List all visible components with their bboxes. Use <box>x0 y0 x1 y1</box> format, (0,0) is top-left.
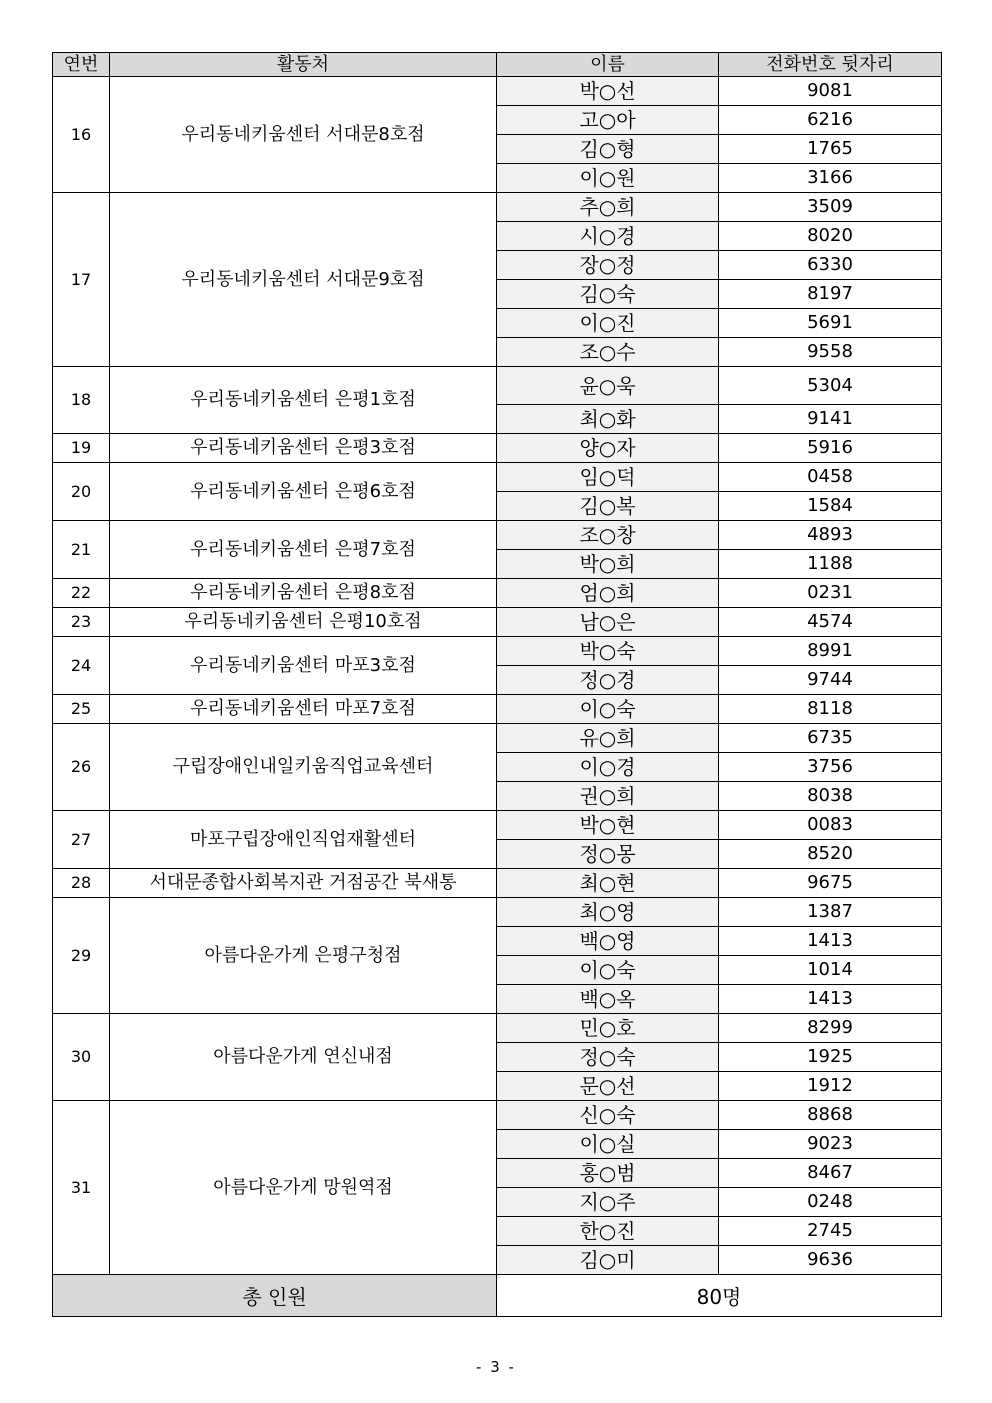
phone-last-digits: 8991 <box>719 637 942 666</box>
person-name: 홍○범 <box>497 1159 719 1188</box>
row-number: 30 <box>53 1014 110 1101</box>
person-name: 백○영 <box>497 927 719 956</box>
person-name: 이○실 <box>497 1130 719 1159</box>
row-number: 29 <box>53 898 110 1014</box>
person-name: 남○은 <box>497 608 719 637</box>
activity-place: 우리동네키움센터 은평1호점 <box>110 367 497 434</box>
header-no: 연번 <box>53 53 110 77</box>
table-row <box>53 193 942 222</box>
phone-last-digits: 9675 <box>719 869 942 898</box>
person-name: 조○창 <box>497 521 719 550</box>
person-name: 이○경 <box>497 753 719 782</box>
phone-last-digits: 3756 <box>719 753 942 782</box>
table-row <box>53 579 942 608</box>
person-name: 이○원 <box>497 164 719 193</box>
table-row <box>53 367 942 405</box>
row-number: 26 <box>53 724 110 811</box>
activity-place: 우리동네키움센터 마포7호점 <box>110 695 497 724</box>
person-name: 최○영 <box>497 898 719 927</box>
phone-last-digits: 9744 <box>719 666 942 695</box>
phone-last-digits: 8467 <box>719 1159 942 1188</box>
phone-last-digits: 0231 <box>719 579 942 608</box>
person-name: 박○선 <box>497 77 719 106</box>
table-row <box>53 1101 942 1130</box>
table-row <box>53 1014 942 1043</box>
row-number: 28 <box>53 869 110 898</box>
row-number: 22 <box>53 579 110 608</box>
table-row <box>53 811 942 840</box>
row-number: 21 <box>53 521 110 579</box>
person-name: 신○숙 <box>497 1101 719 1130</box>
phone-last-digits: 1584 <box>719 492 942 521</box>
activity-place: 우리동네키움센터 은평10호점 <box>110 608 497 637</box>
person-name: 이○진 <box>497 309 719 338</box>
activity-place: 구립장애인내일키움직업교육센터 <box>110 724 497 811</box>
activity-place: 서대문종합사회복지관 거점공간 북새통 <box>110 869 497 898</box>
roster-table <box>52 52 942 1317</box>
person-name: 장○정 <box>497 251 719 280</box>
phone-last-digits: 1925 <box>719 1043 942 1072</box>
total-row <box>53 1275 942 1317</box>
phone-last-digits: 0248 <box>719 1188 942 1217</box>
header-phone: 전화번호 뒷자리 <box>719 53 942 77</box>
person-name: 한○진 <box>497 1217 719 1246</box>
phone-last-digits: 1413 <box>719 985 942 1014</box>
table-row <box>53 724 942 753</box>
phone-last-digits: 8020 <box>719 222 942 251</box>
person-name: 이○숙 <box>497 956 719 985</box>
phone-last-digits: 1387 <box>719 898 942 927</box>
phone-last-digits: 0083 <box>719 811 942 840</box>
phone-last-digits: 6330 <box>719 251 942 280</box>
person-name: 박○숙 <box>497 637 719 666</box>
phone-last-digits: 9558 <box>719 338 942 367</box>
phone-last-digits: 8038 <box>719 782 942 811</box>
person-name: 정○몽 <box>497 840 719 869</box>
person-name: 추○희 <box>497 193 719 222</box>
phone-last-digits: 1413 <box>719 927 942 956</box>
person-name: 최○현 <box>497 869 719 898</box>
person-name: 김○형 <box>497 135 719 164</box>
person-name: 지○주 <box>497 1188 719 1217</box>
activity-place: 마포구립장애인직업재활센터 <box>110 811 497 869</box>
person-name: 박○희 <box>497 550 719 579</box>
table-row <box>53 463 942 492</box>
phone-last-digits: 8197 <box>719 280 942 309</box>
phone-last-digits: 8520 <box>719 840 942 869</box>
person-name: 최○화 <box>497 405 719 434</box>
person-name: 정○경 <box>497 666 719 695</box>
row-number: 24 <box>53 637 110 695</box>
person-name: 유○희 <box>497 724 719 753</box>
table-row <box>53 608 942 637</box>
person-name: 김○복 <box>497 492 719 521</box>
activity-place: 우리동네키움센터 은평8호점 <box>110 579 497 608</box>
row-number: 25 <box>53 695 110 724</box>
activity-place: 우리동네키움센터 서대문9호점 <box>110 193 497 367</box>
person-name: 권○희 <box>497 782 719 811</box>
table-row <box>53 695 942 724</box>
row-number: 31 <box>53 1101 110 1275</box>
row-number: 18 <box>53 367 110 434</box>
table-row <box>53 77 942 106</box>
activity-place: 아름다운가게 연신내점 <box>110 1014 497 1101</box>
table-row <box>53 434 942 463</box>
activity-place: 아름다운가게 은평구청점 <box>110 898 497 1014</box>
person-name: 민○호 <box>497 1014 719 1043</box>
phone-last-digits: 1014 <box>719 956 942 985</box>
row-number: 19 <box>53 434 110 463</box>
volunteer-roster-sheet <box>52 52 941 1317</box>
person-name: 고○아 <box>497 106 719 135</box>
person-name: 엄○희 <box>497 579 719 608</box>
total-label: 총 인원 <box>53 1275 497 1317</box>
person-name: 백○옥 <box>497 985 719 1014</box>
header-place: 활동처 <box>110 53 497 77</box>
person-name: 김○숙 <box>497 280 719 309</box>
person-name: 박○현 <box>497 811 719 840</box>
phone-last-digits: 9081 <box>719 77 942 106</box>
person-name: 시○경 <box>497 222 719 251</box>
table-header-row <box>53 53 942 77</box>
header-name: 이름 <box>497 53 719 77</box>
table-row <box>53 521 942 550</box>
phone-last-digits: 4574 <box>719 608 942 637</box>
person-name: 김○미 <box>497 1246 719 1275</box>
person-name: 양○자 <box>497 434 719 463</box>
activity-place: 우리동네키움센터 은평6호점 <box>110 463 497 521</box>
total-value: 80명 <box>497 1275 942 1317</box>
phone-last-digits: 6216 <box>719 106 942 135</box>
phone-last-digits: 8299 <box>719 1014 942 1043</box>
activity-place: 우리동네키움센터 은평7호점 <box>110 521 497 579</box>
phone-last-digits: 1765 <box>719 135 942 164</box>
person-name: 임○덕 <box>497 463 719 492</box>
phone-last-digits: 3509 <box>719 193 942 222</box>
row-number: 23 <box>53 608 110 637</box>
phone-last-digits: 4893 <box>719 521 942 550</box>
phone-last-digits: 9141 <box>719 405 942 434</box>
row-number: 17 <box>53 193 110 367</box>
phone-last-digits: 8868 <box>719 1101 942 1130</box>
activity-place: 우리동네키움센터 서대문8호점 <box>110 77 497 193</box>
phone-last-digits: 5304 <box>719 367 942 405</box>
table-row <box>53 898 942 927</box>
person-name: 윤○욱 <box>497 367 719 405</box>
activity-place: 우리동네키움센터 마포3호점 <box>110 637 497 695</box>
roster-body <box>53 77 942 1275</box>
phone-last-digits: 6735 <box>719 724 942 753</box>
table-row <box>53 637 942 666</box>
phone-last-digits: 8118 <box>719 695 942 724</box>
phone-last-digits: 0458 <box>719 463 942 492</box>
person-name: 조○수 <box>497 338 719 367</box>
phone-last-digits: 1188 <box>719 550 942 579</box>
page-number: - 3 - <box>476 1358 516 1376</box>
phone-last-digits: 9023 <box>719 1130 942 1159</box>
person-name: 정○숙 <box>497 1043 719 1072</box>
person-name: 이○숙 <box>497 695 719 724</box>
phone-last-digits: 9636 <box>719 1246 942 1275</box>
activity-place: 우리동네키움센터 은평3호점 <box>110 434 497 463</box>
phone-last-digits: 1912 <box>719 1072 942 1101</box>
row-number: 27 <box>53 811 110 869</box>
phone-last-digits: 2745 <box>719 1217 942 1246</box>
phone-last-digits: 5916 <box>719 434 942 463</box>
activity-place: 아름다운가게 망원역점 <box>110 1101 497 1275</box>
phone-last-digits: 5691 <box>719 309 942 338</box>
table-row <box>53 869 942 898</box>
row-number: 20 <box>53 463 110 521</box>
row-number: 16 <box>53 77 110 193</box>
person-name: 문○선 <box>497 1072 719 1101</box>
phone-last-digits: 3166 <box>719 164 942 193</box>
